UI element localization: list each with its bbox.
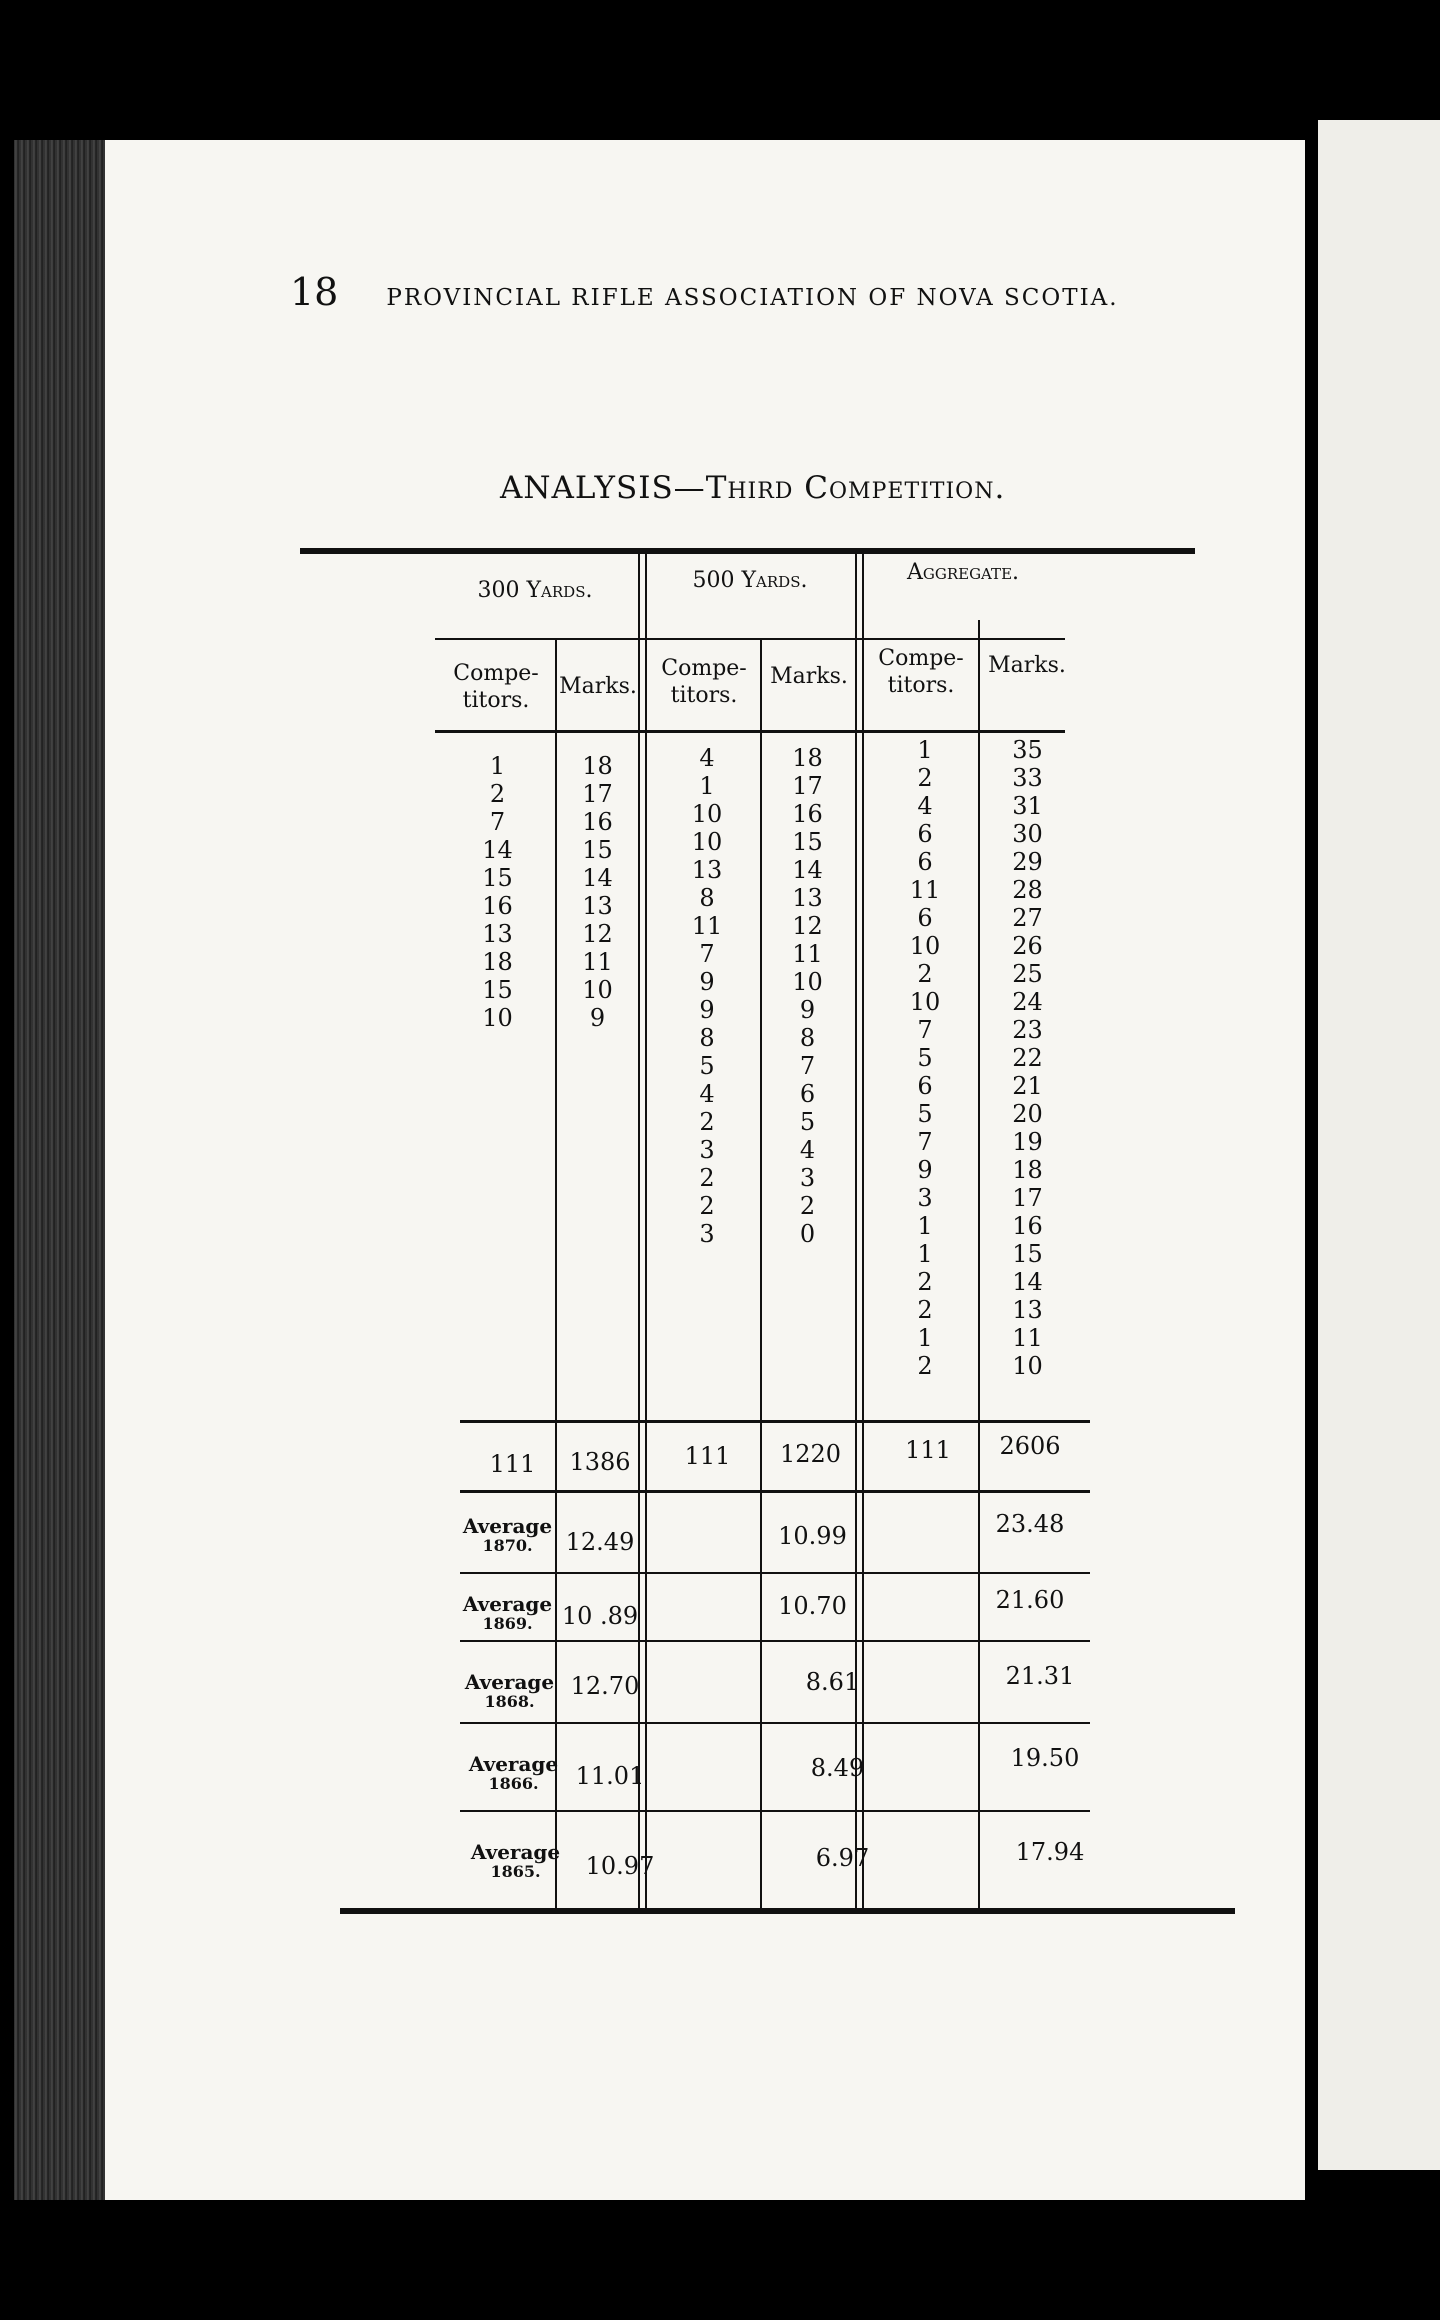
column-300-competitors [450, 752, 545, 1032]
avg-1866-year: 1866. [488, 1774, 539, 1793]
column-agg-competitors-cell: 2 [917, 960, 933, 988]
column-500-marks-cell: 11 [792, 940, 823, 968]
column-500-competitors-cell: 9 [699, 996, 715, 1024]
column-agg-marks-cell: 22 [1012, 1044, 1043, 1072]
avg-1869-label-word: Average [462, 1592, 553, 1616]
separator-300-500-a [638, 550, 640, 1908]
column-500-competitors-cell: 13 [691, 856, 723, 884]
avg-1866-label [466, 1754, 561, 1794]
column-500-marks-cell: 7 [799, 1052, 816, 1080]
total-300-marks: 1386 [569, 1448, 631, 1476]
subhead-300-competitors [440, 660, 552, 714]
total-agg-marks: 2606 [999, 1432, 1061, 1460]
separator-500-agg-a [855, 550, 857, 1908]
column-300-competitors-cell: 18 [482, 948, 513, 976]
totals-top-rule [460, 1420, 1090, 1423]
page-number: 18 [290, 270, 339, 314]
section-500-yards: 500 Yards. [692, 568, 808, 593]
separator-300-inner [555, 640, 557, 1908]
avg-1865-500: 6.97 [815, 1844, 870, 1872]
column-500-marks-cell: 6 [799, 1080, 816, 1108]
column-agg-marks-cell: 33 [1012, 764, 1043, 792]
avg-1868-label [462, 1672, 557, 1712]
subhead-300-competitors-line1: Compe- [453, 661, 539, 686]
total-500-marks: 1220 [779, 1440, 842, 1468]
avg-1868-300: 12.70 [570, 1672, 640, 1700]
book-edge [14, 140, 109, 2200]
separator-500-agg-b [862, 550, 864, 1908]
column-500-marks-cell: 3 [799, 1164, 816, 1192]
subhead-agg-competitors-line1: Compe- [878, 646, 964, 671]
column-agg-marks-cell: 30 [1012, 820, 1043, 848]
separator-agg-inner [978, 620, 980, 1908]
column-agg-marks-cell: 19 [1012, 1128, 1043, 1156]
column-300-marks-cell: 9 [589, 1004, 606, 1032]
column-300-competitors-cell: 15 [482, 976, 513, 1004]
column-500-competitors [662, 744, 752, 1248]
column-agg-competitors-cell: 6 [917, 904, 933, 932]
column-500-marks-cell: 5 [799, 1108, 816, 1136]
column-500-competitors-cell: 3 [699, 1136, 715, 1164]
separator-500-inner [760, 640, 762, 1908]
column-agg-marks [985, 736, 1070, 1380]
column-300-competitors-cell: 2 [489, 780, 506, 808]
table-title-main: ANALYSIS— [500, 470, 706, 506]
column-agg-marks-cell: 25 [1012, 960, 1043, 988]
column-300-marks-cell: 11 [582, 948, 613, 976]
avg-1868-agg: 21.31 [1005, 1662, 1075, 1690]
column-300-marks-cell: 14 [582, 864, 613, 892]
column-500-marks-cell: 18 [792, 744, 823, 772]
column-500-marks-cell: 2 [799, 1192, 816, 1220]
column-500-competitors-cell: 10 [691, 828, 723, 856]
column-agg-marks-cell: 20 [1012, 1100, 1043, 1128]
column-500-marks-cell: 17 [792, 772, 823, 800]
column-agg-competitors-cell: 1 [917, 1324, 933, 1352]
avg-1869-agg: 21.60 [995, 1586, 1065, 1614]
column-500-competitors-cell: 1 [699, 772, 715, 800]
column-300-competitors-cell: 15 [482, 864, 513, 892]
column-500-competitors-cell: 8 [699, 884, 715, 912]
column-agg-competitors-cell: 5 [917, 1100, 933, 1128]
section-aggregate: Aggregate. [906, 560, 1020, 585]
avg-1868-year: 1868. [484, 1692, 535, 1711]
column-500-marks-cell: 15 [792, 828, 823, 856]
column-500-marks [765, 744, 850, 1248]
table-top-rule [300, 548, 1195, 554]
column-agg-marks-cell: 15 [1012, 1240, 1043, 1268]
avg-1866-300: 11.01 [575, 1762, 645, 1790]
column-agg-marks-cell: 11 [1012, 1324, 1043, 1352]
table-title-sub: Third Competition. [705, 470, 1006, 506]
column-agg-competitors-cell: 11 [909, 876, 941, 904]
avg-1868-500: 8.61 [805, 1668, 860, 1696]
column-300-competitors-cell: 10 [482, 1004, 513, 1032]
column-agg-competitors-cell: 2 [917, 1268, 933, 1296]
running-head: PROVINCIAL RIFLE ASSOCIATION OF NOVA SCOTIA. [386, 285, 1119, 311]
avg-1870-500: 10.99 [778, 1522, 847, 1550]
total-agg-competitors: 111 [905, 1436, 951, 1464]
column-agg-marks-cell: 24 [1012, 988, 1043, 1016]
avg-1866-agg: 19.50 [1010, 1744, 1080, 1772]
column-agg-competitors-cell: 1 [917, 1240, 933, 1268]
avg-1869-300: 10 .89 [561, 1602, 639, 1630]
subhead-500-competitors-line1: Compe- [661, 656, 747, 681]
avg-1870-agg: 23.48 [995, 1510, 1065, 1538]
avg-1869-bottom-rule [460, 1640, 1090, 1642]
column-500-marks-cell: 13 [792, 884, 823, 912]
avg-1870-300: 12.49 [565, 1528, 635, 1556]
subhead-500-competitors-line2: titors. [670, 683, 738, 708]
avg-1865-agg: 17.94 [1015, 1838, 1085, 1866]
column-agg-marks-cell: 31 [1012, 792, 1043, 820]
column-agg-competitors-cell: 1 [917, 1212, 933, 1240]
column-agg-competitors-cell: 10 [909, 932, 941, 960]
column-300-competitors-cell: 13 [482, 920, 513, 948]
avg-1870-bottom-rule [460, 1572, 1090, 1574]
avg-1869-year: 1869. [482, 1614, 533, 1633]
avg-1866-bottom-rule [460, 1810, 1090, 1812]
column-agg-marks-cell: 35 [1012, 736, 1043, 764]
column-agg-competitors-cell: 2 [917, 1296, 933, 1324]
subhead-500-marks: Marks. [770, 664, 848, 689]
column-agg-competitors-cell: 2 [917, 764, 933, 792]
column-500-marks-cell: 9 [799, 996, 816, 1024]
column-agg-marks-cell: 10 [1012, 1352, 1043, 1380]
column-300-competitors-cell: 16 [482, 892, 513, 920]
avg-1866-500: 8.49 [810, 1754, 865, 1782]
avg-1865-label [468, 1842, 563, 1882]
column-500-competitors-cell: 3 [699, 1220, 715, 1248]
avg-1869-label [460, 1594, 555, 1634]
avg-1865-label-word: Average [470, 1840, 561, 1864]
column-500-competitors-cell: 10 [691, 800, 723, 828]
column-300-marks-cell: 12 [582, 920, 613, 948]
column-500-marks-cell: 0 [799, 1220, 816, 1248]
table-bottom-rule [340, 1908, 1235, 1914]
column-agg-marks-cell: 21 [1012, 1072, 1043, 1100]
column-300-marks-cell: 16 [582, 808, 613, 836]
column-500-competitors-cell: 5 [699, 1052, 715, 1080]
column-agg-competitors-cell: 6 [917, 848, 933, 876]
table-title [500, 470, 1005, 506]
column-agg-competitors-cell: 10 [909, 988, 941, 1016]
column-500-marks-cell: 8 [799, 1024, 816, 1052]
subhead-rule [435, 730, 1065, 733]
section-300-yards: 300 Yards. [477, 578, 593, 603]
column-agg-marks-cell: 28 [1012, 876, 1043, 904]
column-agg-marks-cell: 14 [1012, 1268, 1043, 1296]
subhead-300-marks: Marks. [559, 674, 637, 699]
avg-1868-label-word: Average [464, 1670, 555, 1694]
column-500-competitors-cell: 9 [699, 968, 715, 996]
column-300-marks [560, 752, 635, 1032]
avg-1870-year: 1870. [482, 1536, 533, 1555]
column-agg-competitors-cell: 5 [917, 1044, 933, 1072]
column-500-competitors-cell: 2 [699, 1164, 715, 1192]
column-agg-competitors-cell: 9 [917, 1156, 933, 1184]
column-500-competitors-cell: 2 [699, 1108, 715, 1136]
column-agg-competitors-cell: 2 [917, 1352, 933, 1380]
column-500-marks-cell: 4 [799, 1136, 816, 1164]
avg-1865-300: 10.97 [585, 1852, 655, 1880]
avg-1870-label [460, 1516, 555, 1556]
column-500-competitors-cell: 11 [691, 912, 723, 940]
column-agg-marks-cell: 23 [1012, 1016, 1043, 1044]
column-300-marks-cell: 10 [582, 976, 613, 1004]
column-agg-marks-cell: 27 [1012, 904, 1043, 932]
column-agg-marks-cell: 26 [1012, 932, 1043, 960]
column-agg-marks-cell: 18 [1012, 1156, 1043, 1184]
total-500-competitors: 111 [684, 1442, 731, 1470]
subhead-agg-competitors [866, 645, 976, 699]
column-agg-marks-cell: 17 [1012, 1184, 1043, 1212]
column-500-competitors-cell: 2 [699, 1192, 715, 1220]
page-header [290, 270, 1130, 320]
column-agg-marks-cell: 29 [1012, 848, 1043, 876]
column-500-marks-cell: 12 [792, 912, 823, 940]
subhead-300-competitors-line2: titors. [462, 688, 530, 713]
column-agg-marks-cell: 16 [1012, 1212, 1043, 1240]
column-agg-competitors-cell: 1 [917, 736, 933, 764]
column-agg-competitors-cell: 3 [917, 1184, 933, 1212]
column-300-marks-cell: 18 [582, 752, 613, 780]
column-500-competitors-cell: 4 [699, 1080, 715, 1108]
avg-1869-500: 10.70 [778, 1592, 847, 1620]
column-300-marks-cell: 13 [582, 892, 613, 920]
column-500-marks-cell: 10 [792, 968, 823, 996]
totals-bottom-rule [460, 1490, 1090, 1493]
facing-page-edge [1318, 120, 1440, 2170]
column-300-marks-cell: 15 [582, 836, 613, 864]
column-500-competitors-cell: 7 [699, 940, 715, 968]
column-500-competitors-cell: 4 [699, 744, 715, 772]
avg-1868-bottom-rule [460, 1722, 1090, 1724]
column-500-competitors-cell: 8 [699, 1024, 715, 1052]
column-500-marks-cell: 14 [792, 856, 823, 884]
column-agg-competitors-cell: 7 [917, 1016, 933, 1044]
column-agg-competitors-cell: 6 [917, 1072, 933, 1100]
column-500-marks-cell: 16 [792, 800, 823, 828]
subhead-agg-competitors-line2: titors. [887, 673, 955, 698]
column-agg-marks-cell: 13 [1012, 1296, 1043, 1324]
separator-300-500-b [645, 550, 647, 1908]
column-300-competitors-cell: 1 [489, 752, 506, 780]
avg-1870-label-word: Average [462, 1514, 553, 1538]
column-agg-competitors-cell: 4 [917, 792, 933, 820]
column-agg-competitors [875, 736, 975, 1380]
column-300-competitors-cell: 7 [489, 808, 506, 836]
column-300-competitors-cell: 14 [482, 836, 513, 864]
subhead-500-competitors [650, 655, 758, 709]
section-header-rule [435, 638, 1065, 640]
column-300-marks-cell: 17 [582, 780, 613, 808]
column-agg-competitors-cell: 6 [917, 820, 933, 848]
column-agg-competitors-cell: 7 [917, 1128, 933, 1156]
total-300-competitors: 111 [489, 1450, 536, 1478]
avg-1865-year: 1865. [490, 1862, 541, 1881]
subhead-agg-marks: Marks. [988, 653, 1066, 678]
avg-1866-label-word: Average [468, 1752, 559, 1776]
